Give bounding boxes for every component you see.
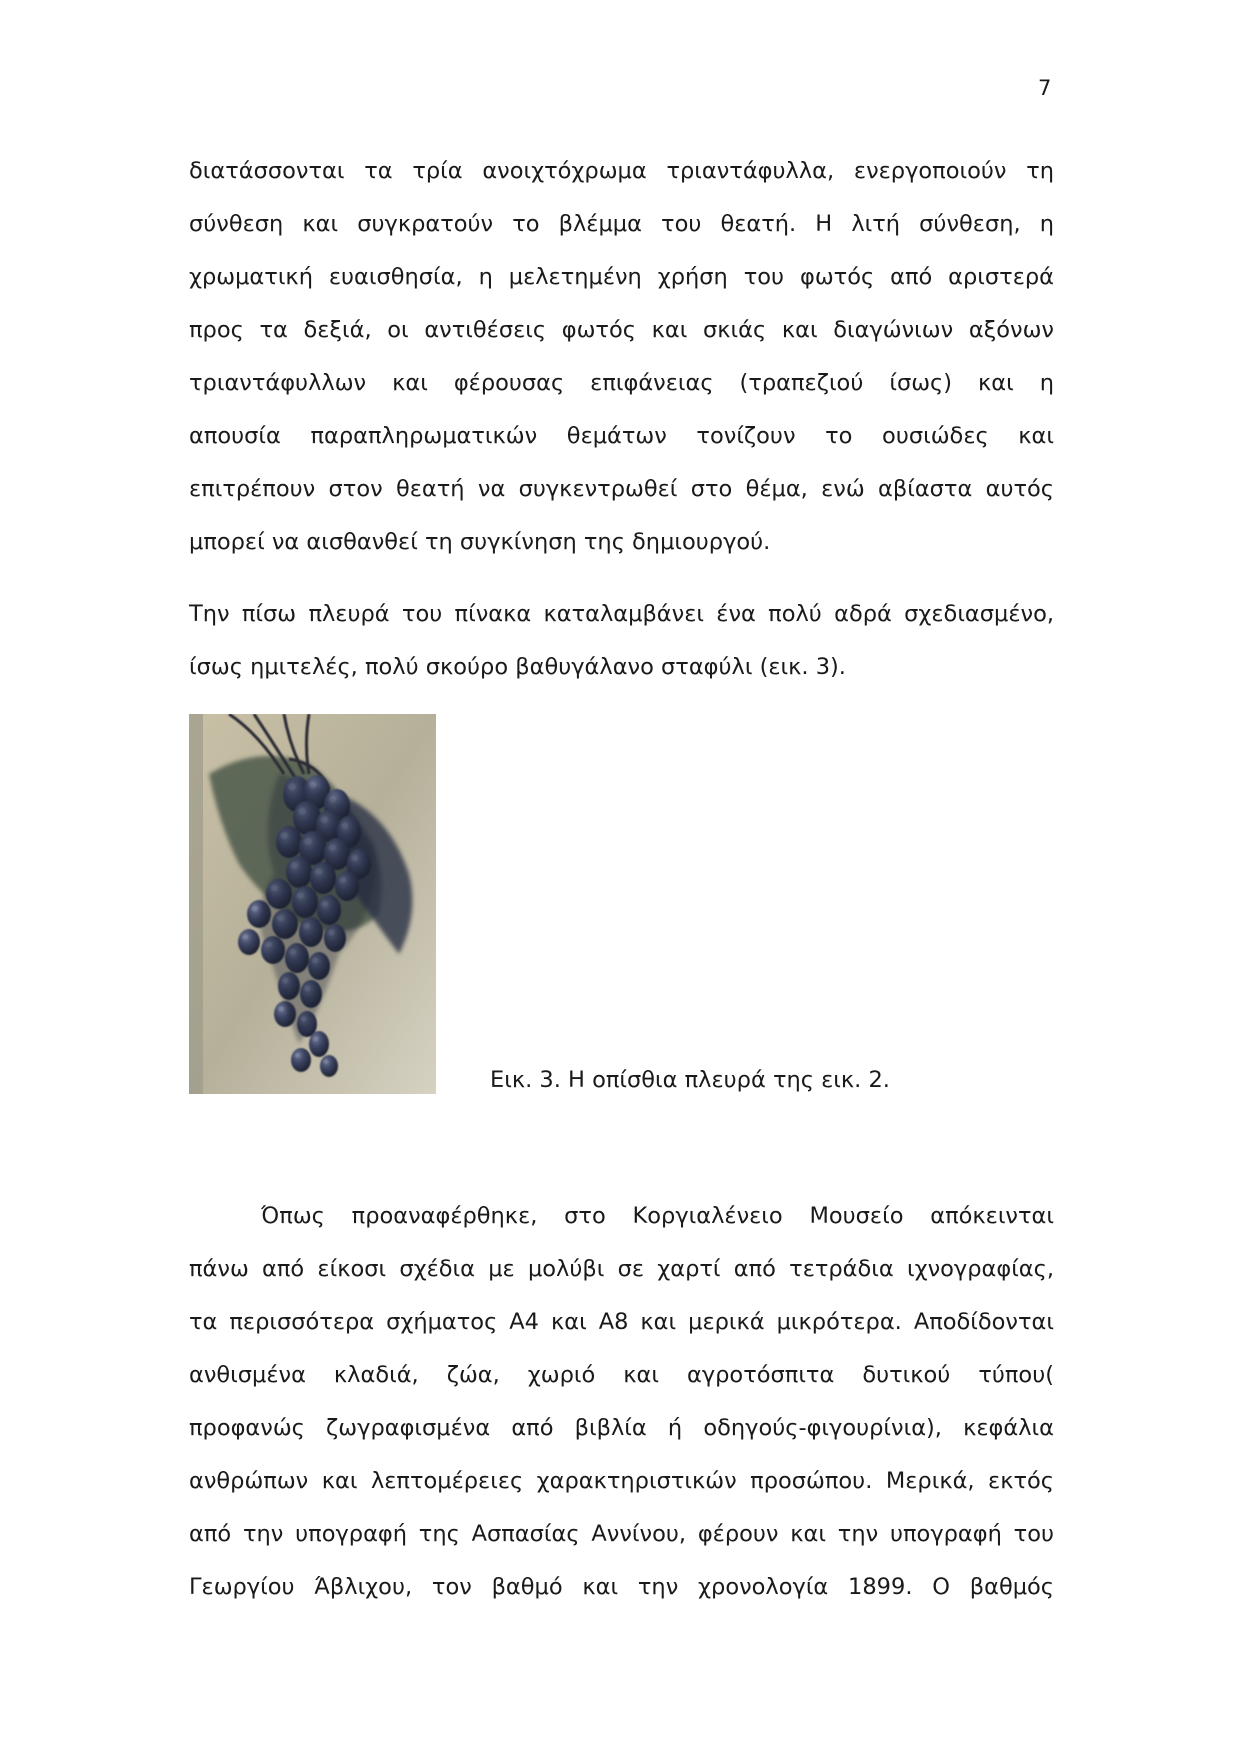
text-line: χρωματική ευαισθησία, η μελετημένη χρήση του φωτός από αριστερά [189, 264, 1054, 290]
text-line: προς τα δεξιά, οι αντιθέσεις φωτός και σκιάς και διαγώνιων αξόνων [189, 317, 1054, 343]
text-line: ανθρώπων και λεπτομέρειες χαρακτηριστικών προσώπου. Μερικά, εκτός [189, 1468, 1054, 1494]
grapes-image [189, 714, 436, 1094]
text-line: διατάσσονται τα τρία ανοιχτόχρωμα τριαντάφυλλα, ενεργοποιούν τη [189, 158, 1054, 184]
figure-caption: Εικ. 3. Η οπίσθια πλευρά της εικ. 2. [490, 1067, 890, 1093]
paragraph-back-side [189, 588, 1054, 694]
paragraph-museum-drawings [189, 1190, 1054, 1614]
grape-berry [309, 1031, 329, 1057]
text-line: ίσως ημιτελές, πολύ σκούρο βαθυγάλανο σταφύλι (εικ. 3). [189, 654, 846, 680]
text-line: σύνθεση και συγκρατούν το βλέμμα του θεατή. Η λιτή σύνθεση, η [189, 211, 1054, 237]
text-line: τριαντάφυλλων και φέρουσας επιφάνειας (τραπεζιού ίσως) και η [189, 370, 1054, 396]
text-line: Όπως προαναφέρθηκε, στο Κοργιαλένειο Μουσείο απόκεινται [261, 1203, 1054, 1229]
grape-highlight [251, 906, 258, 912]
grape-highlight [295, 1053, 301, 1058]
grape-highlight [242, 934, 248, 939]
text-line: προφανώς ζωγραφισμένα από βιβλία ή οδηγούς-φιγουρίνια), κεφάλια [189, 1415, 1054, 1441]
text-line: από την υπογραφή της Ασπασίας Αννίνου, φέρουν και την υπογραφή του [189, 1521, 1054, 1547]
grape-berry [238, 929, 260, 955]
page-number: 7 [1038, 76, 1052, 100]
figure-grapes-painting [189, 714, 436, 1094]
text-line: ανθισμένα κλαδιά, ζώα, χωριό και αγροτόσπιτα δυτικού τύπου( [189, 1362, 1054, 1388]
text-line: τα περισσότερα σχήματος Α4 και Α8 και μερικά μικρότερα. Αποδίδονται [189, 1309, 1054, 1335]
text-line: μπορεί να αισθανθεί τη συγκίνηση της δημιουργού. [189, 529, 771, 555]
text-line: επιτρέπουν στον θεατή να συγκεντρωθεί στο θέμα, ενώ αβίαστα αυτός [189, 476, 1054, 502]
grape-berry [291, 1048, 311, 1072]
grape-highlight [278, 1006, 284, 1011]
text-line: πάνω από είκοσι σχέδια με μολύβι σε χαρτί από τετράδια ιχνογραφίας, [189, 1256, 1054, 1282]
grape-highlight [313, 1036, 319, 1041]
text-line: Την πίσω πλευρά του πίνακα καταλαμβάνει ένα πολύ αδρά σχεδιασμένο, [189, 601, 1054, 627]
text-line: απουσία παραπληρωματικών θεμάτων τονίζουν το ουσιώδες και [189, 423, 1054, 449]
text-line: Γεωργίου Άβλιχου, τον βαθμό και την χρονολογία 1899. Ο βαθμός [189, 1574, 1054, 1600]
grape-berry [320, 1055, 338, 1077]
paragraph-roses-description [189, 145, 1054, 569]
grape-highlight [323, 1059, 328, 1063]
